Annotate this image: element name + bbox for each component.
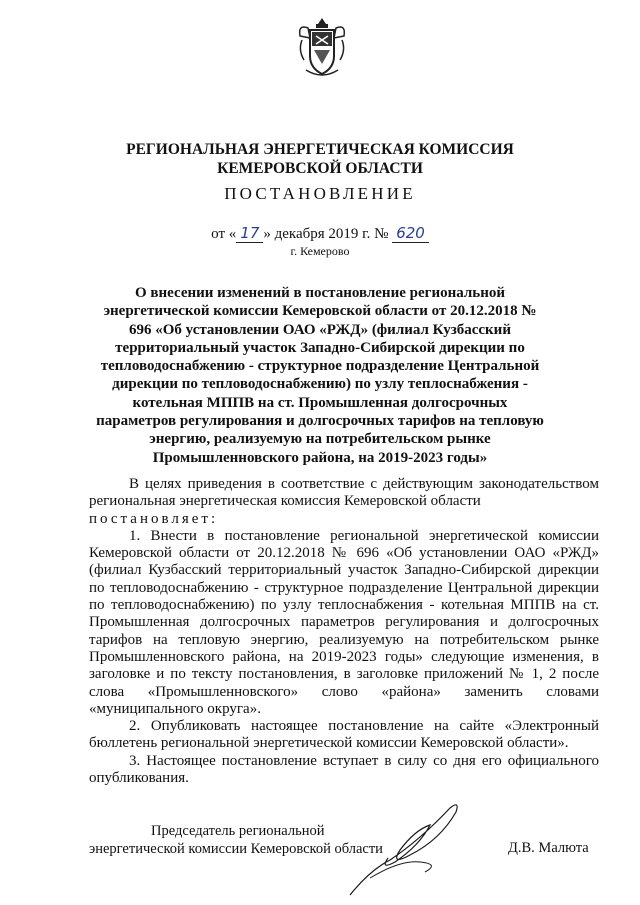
document-number-handwritten: 620 [392, 224, 429, 243]
document-type: ПОСТАНОВЛЕНИЕ [224, 184, 416, 203]
document-date-line [0, 224, 640, 243]
document-subject: О внесении изменений в постановление региональной энергетической комиссии Кемеровской области от 20.12.2018 № 696 «Об установлении ОАО «РЖД» (филиал Кузбасский территориальный участок Западно-Сибирской дирекции по тепловодоснабжению - структурное подразделение Центральной дирекции по тепловодоснабжению) по узлу теплоснабжения - котельная МППВ на ст. Промышленная долгосрочных параметров регулирования и долгосрочных тарифов на тепловую энергию, реализуемую на потребительском рынке Промышленновского района, на 2019-2023 годы» [96, 285, 544, 466]
preamble-paragraph: В целях приведения в соответствие с действующим законодательством региональная энергетическая комиссия Кемеровской области [89, 476, 599, 510]
handwritten-signature [330, 800, 480, 900]
organization-name-line1: РЕГИОНАЛЬНАЯ ЭНЕРГЕТИЧЕСКАЯ КОМИССИЯ [126, 141, 514, 158]
signatory-name: Д.В. Малюта [508, 840, 589, 856]
organization-name-line2: КЕМЕРОВСКОЙ ОБЛАСТИ [217, 160, 423, 177]
item-3-paragraph: 3. Настоящее постановление вступает в силу со дня его официального опубликования. [89, 752, 599, 787]
item-1-paragraph: 1. Внести в постановление региональной энергетической комиссии Кемеровской области от 20.12.2018 № 696 «Об установлении ОАО «РЖД» (филиал Кузбасский территориальный участок Западно-Сибирской дирекции по тепловодоснабжению - структурное подразделение Центральной дирекции по тепловодоснабжению) по узлу теплоснабжения - котельная МППВ на ст. Промышленная долгосрочных параметров регулирования и долгосрочных тарифов на тепловую энергию, реализуемую на потребительском рынке Промышленновского района, на 2019-2023 годы» следующие изменения, в заголовке и по тексту постановления, в заголовке приложений № 1, 2 после слова «Промышленновского» слово «района» заменить словами «муниципального округа». [89, 527, 599, 717]
city: г. Кемерово [290, 244, 350, 258]
date-day-handwritten: 17 [236, 224, 263, 243]
item-2-paragraph: 2. Опубликовать настоящее постановление на сайте «Электронный бюллетень региональной энергетической комиссии Кемеровской области». [89, 718, 599, 752]
signatory-title-line1: Председатель региональной [151, 823, 325, 839]
coat-of-arms-emblem [296, 16, 348, 80]
date-prefix: от « [211, 226, 237, 242]
signatory-title-line2: энергетической комиссии Кемеровской области [89, 841, 383, 857]
date-month-year: » декабря 2019 г. № [263, 226, 389, 242]
resolves-word: постановляет: [89, 510, 219, 527]
document-body [89, 476, 599, 787]
organization-name [0, 140, 640, 178]
